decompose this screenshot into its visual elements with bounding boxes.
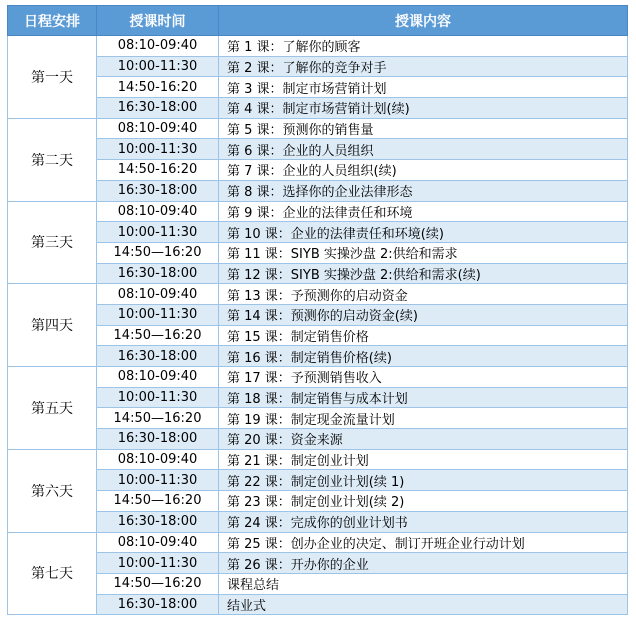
content-cell: 第 24 课：完成你的创业计划书 bbox=[219, 511, 628, 532]
time-cell: 10:00-11:30 bbox=[97, 387, 219, 408]
content-cell: 第 9 课：企业的法律责任和环境 bbox=[219, 201, 628, 222]
schedule-body bbox=[8, 36, 628, 615]
day-cell: 第二天 bbox=[8, 118, 97, 201]
table-row bbox=[8, 36, 628, 57]
time-cell: 08:10-09:40 bbox=[97, 449, 219, 470]
content-cell: 第 23 课：制定创业计划(续 2) bbox=[219, 491, 628, 512]
content-cell: 第 2 课：了解你的竞争对手 bbox=[219, 56, 628, 77]
content-cell: 第 17 课：予预测销售收入 bbox=[219, 367, 628, 388]
content-cell: 第 5 课：预测你的销售量 bbox=[219, 118, 628, 139]
table-row bbox=[8, 429, 628, 450]
content-cell: 课程总结 bbox=[219, 573, 628, 594]
time-cell: 14:50—16:20 bbox=[97, 573, 219, 594]
table-row bbox=[8, 325, 628, 346]
time-cell: 08:10-09:40 bbox=[97, 532, 219, 553]
table-row bbox=[8, 553, 628, 574]
table-row bbox=[8, 77, 628, 98]
content-cell: 第 20 课：资金来源 bbox=[219, 429, 628, 450]
content-cell: 第 21 课：制定创业计划 bbox=[219, 449, 628, 470]
table-row bbox=[8, 139, 628, 160]
table-row bbox=[8, 222, 628, 243]
time-cell: 08:10-09:40 bbox=[97, 201, 219, 222]
table-row bbox=[8, 180, 628, 201]
content-cell: 第 7 课：企业的人员组织(续) bbox=[219, 160, 628, 181]
time-cell: 14:50—16:20 bbox=[97, 242, 219, 263]
header-row bbox=[8, 6, 628, 36]
day-cell: 第七天 bbox=[8, 532, 97, 615]
table-row bbox=[8, 491, 628, 512]
table-row bbox=[8, 56, 628, 77]
table-row bbox=[8, 367, 628, 388]
table-row bbox=[8, 532, 628, 553]
time-cell: 08:10-09:40 bbox=[97, 36, 219, 57]
table-row bbox=[8, 449, 628, 470]
day-cell: 第一天 bbox=[8, 36, 97, 119]
time-cell: 16:30-18:00 bbox=[97, 346, 219, 367]
time-cell: 14:50-16:20 bbox=[97, 160, 219, 181]
content-cell: 第 3 课：制定市场营销计划 bbox=[219, 77, 628, 98]
content-cell: 第 15 课：制定销售价格 bbox=[219, 325, 628, 346]
time-cell: 16:30-18:00 bbox=[97, 594, 219, 615]
table-row bbox=[8, 408, 628, 429]
table-row bbox=[8, 263, 628, 284]
content-cell: 第 8 课：选择你的企业法律形态 bbox=[219, 180, 628, 201]
content-cell: 第 14 课：预测你的启动资金(续) bbox=[219, 304, 628, 325]
table-row bbox=[8, 160, 628, 181]
time-cell: 10:00-11:30 bbox=[97, 553, 219, 574]
table-row bbox=[8, 98, 628, 119]
time-cell: 16:30-18:00 bbox=[97, 511, 219, 532]
time-cell: 14:50—16:20 bbox=[97, 408, 219, 429]
time-cell: 10:00-11:30 bbox=[97, 304, 219, 325]
header-day: 日程安排 bbox=[8, 6, 97, 36]
schedule-table bbox=[7, 5, 628, 615]
table-row bbox=[8, 594, 628, 615]
time-cell: 16:30-18:00 bbox=[97, 263, 219, 284]
table-row bbox=[8, 242, 628, 263]
table-row bbox=[8, 284, 628, 305]
time-cell: 14:50-16:20 bbox=[97, 77, 219, 98]
content-cell: 结业式 bbox=[219, 594, 628, 615]
table-row bbox=[8, 573, 628, 594]
content-cell: 第 22 课：制定创业计划(续 1) bbox=[219, 470, 628, 491]
header-content: 授课内容 bbox=[219, 6, 628, 36]
content-cell: 第 26 课：开办你的企业 bbox=[219, 553, 628, 574]
table-row bbox=[8, 304, 628, 325]
table-row bbox=[8, 387, 628, 408]
time-cell: 14:50—16:20 bbox=[97, 491, 219, 512]
content-cell: 第 16 课：制定销售价格(续) bbox=[219, 346, 628, 367]
content-cell: 第 25 课：创办企业的决定、制订开班企业行动计划 bbox=[219, 532, 628, 553]
day-cell: 第五天 bbox=[8, 367, 97, 450]
time-cell: 08:10-09:40 bbox=[97, 118, 219, 139]
table-row bbox=[8, 201, 628, 222]
content-cell: 第 19 课：制定现金流量计划 bbox=[219, 408, 628, 429]
content-cell: 第 13 课：予预测你的启动资金 bbox=[219, 284, 628, 305]
day-cell: 第三天 bbox=[8, 201, 97, 284]
time-cell: 16:30-18:00 bbox=[97, 98, 219, 119]
time-cell: 10:00-11:30 bbox=[97, 470, 219, 491]
content-cell: 第 1 课：了解你的顾客 bbox=[219, 36, 628, 57]
time-cell: 16:30-18:00 bbox=[97, 180, 219, 201]
time-cell: 10:00-11:30 bbox=[97, 222, 219, 243]
day-cell: 第四天 bbox=[8, 284, 97, 367]
table-row bbox=[8, 346, 628, 367]
time-cell: 08:10-09:40 bbox=[97, 284, 219, 305]
time-cell: 10:00-11:30 bbox=[97, 139, 219, 160]
content-cell: 第 4 课：制定市场营销计划(续) bbox=[219, 98, 628, 119]
table-row bbox=[8, 470, 628, 491]
table-row bbox=[8, 511, 628, 532]
content-cell: 第 12 课：SIYB 实操沙盘 2:供给和需求(续) bbox=[219, 263, 628, 284]
schedule-wrapper bbox=[7, 5, 628, 615]
time-cell: 16:30-18:00 bbox=[97, 429, 219, 450]
content-cell: 第 11 课：SIYB 实操沙盘 2:供给和需求 bbox=[219, 242, 628, 263]
header-time: 授课时间 bbox=[97, 6, 219, 36]
time-cell: 08:10-09:40 bbox=[97, 367, 219, 388]
content-cell: 第 10 课：企业的法律责任和环境(续) bbox=[219, 222, 628, 243]
content-cell: 第 6 课：企业的人员组织 bbox=[219, 139, 628, 160]
day-cell: 第六天 bbox=[8, 449, 97, 532]
table-row bbox=[8, 118, 628, 139]
time-cell: 10:00-11:30 bbox=[97, 56, 219, 77]
content-cell: 第 18 课：制定销售与成本计划 bbox=[219, 387, 628, 408]
time-cell: 14:50—16:20 bbox=[97, 325, 219, 346]
